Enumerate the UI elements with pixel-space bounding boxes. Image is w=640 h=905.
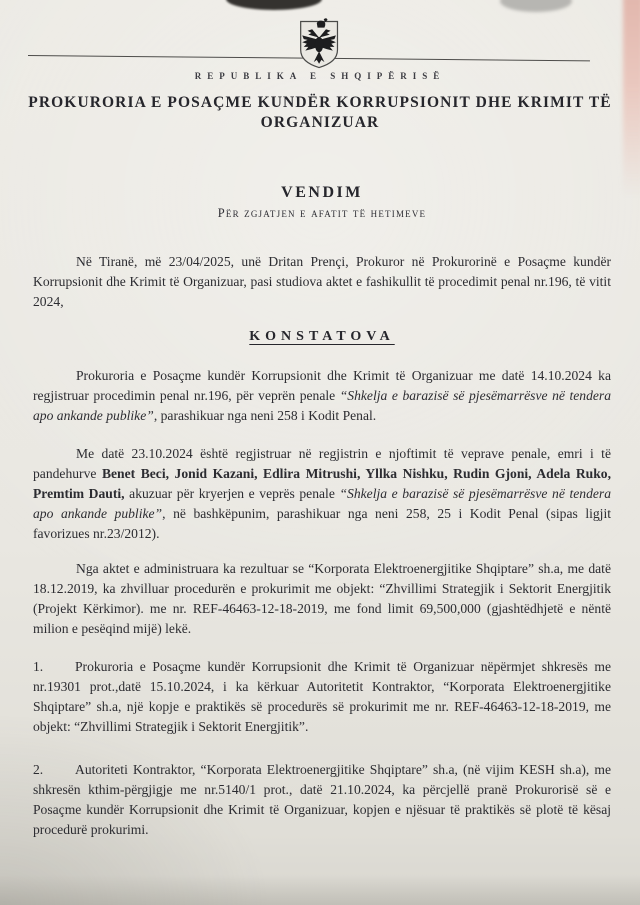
item-number: 1.	[33, 659, 44, 674]
paragraph-intro	[33, 252, 611, 312]
item-text: Autoriteti Kontraktor, “Korporata Elektroenergjitike Shqiptare” sh.a, (në vijim KESH sh.a), me shkresën kthim-përgjigje me nr.5140/1 prot., datë 21.10.2024, ka përcjellë pranë Prokurorisë së e Posaçme kundër Korrupsionit dhe Krimit të Organizuar, kopjen e njësuar të praktikës së plotë të kësaj procedurë prokurimi.	[33, 762, 611, 837]
institution-name-line2: ORGANIZUAR	[260, 114, 380, 131]
section-heading-konstatova: KONSTATOVA	[249, 329, 395, 344]
paragraph-case-registration: Prokuroria e Posaçme kundër Korrupsionit dhe Krimit të Organizuar me datë 14.10.2024 ka regjistruar procedimin penal nr.196, për veprën penale “Shkelja e barazisë së pjesëmarrësve në tendera apo ankande publike”, parashikuar nga neni 258 i Kodit Penal.	[33, 368, 611, 423]
numbered-item-1	[33, 657, 611, 737]
numbered-item-2	[33, 760, 611, 840]
decision-subtitle: Për zgjatjen e afatit të hetimeve	[217, 206, 427, 220]
paragraph-defendants: Me datë 23.10.2024 është regjistruar në regjistrin e njoftimit të veprave penale, emri i të pandehurve Benet Beci, Jonid Kazani, Edlira Mitrushi, Yllka Nishku, Rudin Gjoni, Adela Ruko, Premtim Dauti, akuzuar për kryerjen e veprës penale “Shkelja e barazisë së pjesëmarrësve në tendera apo ankande publike”, në bashkëpunim, parashikuar nga neni 258, 25 i Kodit Penal (sipas ligjit favorizues nr.23/2012).	[33, 446, 612, 541]
paper-bottom-shadow	[0, 875, 640, 905]
item-text: Prokuroria e Posaçme kundër Korrupsionit dhe Krimit të Organizuar nëpërmjet shkresës me nr.19301 prot.,datë 15.10.2024, i ka kërkuar Autoritetit Kontraktor, “Korporata Elektroenergjitike Shqiptare” sh.a, një kopje e praktikës së procedurës së prokurimit me nr. REF-46463-12-18-2019, me objekt: “Zhvillimi Strategjik i Sektorit Energjitik”.	[33, 659, 611, 734]
decision-title: VENDIM	[281, 184, 363, 201]
item-number: 2.	[33, 762, 44, 777]
offense-name-italic: “Shkelja e barazisë së pjesëmarrësve në tendera apo ankande publike”	[33, 388, 611, 423]
institution-name-line1: PROKURORIA E POSAÇME KUNDËR KORRUPSIONIT DHE KRIMIT TË	[28, 94, 612, 111]
offense-name-italic: “Shkelja e barazisë së pjesëmarrësve në tendera apo ankande publike”	[33, 486, 611, 521]
albania-coat-of-arms-icon	[296, 15, 342, 71]
intro-text: Në Tiranë, më 23/04/2025, unë Dritan Prençi, Prokuror në Prokurorinë e Posaçme kundër Korrupsionit dhe Krimit të Organizuar, pasi studiova aktet e fashikullit të procedimit penal nr.196, të vitit 2024,	[33, 254, 611, 309]
defendant-names-bold: Benet Beci, Jonid Kazani, Edlira Mitrushi, Yllka Nishku, Rudin Gjoni, Adela Ruko, Premtim Dauti,	[33, 466, 611, 501]
paragraph-procurement-facts: Nga aktet e administruara ka rezultuar se “Korporata Elektroenergjitike Shqiptare” sh.a, me datë 18.12.2019, ka zhvilluar procedurën e prokurimit me objekt: “Zhvillimi Strategjik i Sektorit Energjitik (Projekt Kërkimor). me nr. REF-46463-12-18-2019, me fond limit 69,500,000 (gjashtëdhjetë e nëntë milion e pesëqind mijë) lekë.	[33, 561, 611, 636]
republic-label: REPUBLIKA E SHQIPËRISË	[194, 71, 446, 81]
